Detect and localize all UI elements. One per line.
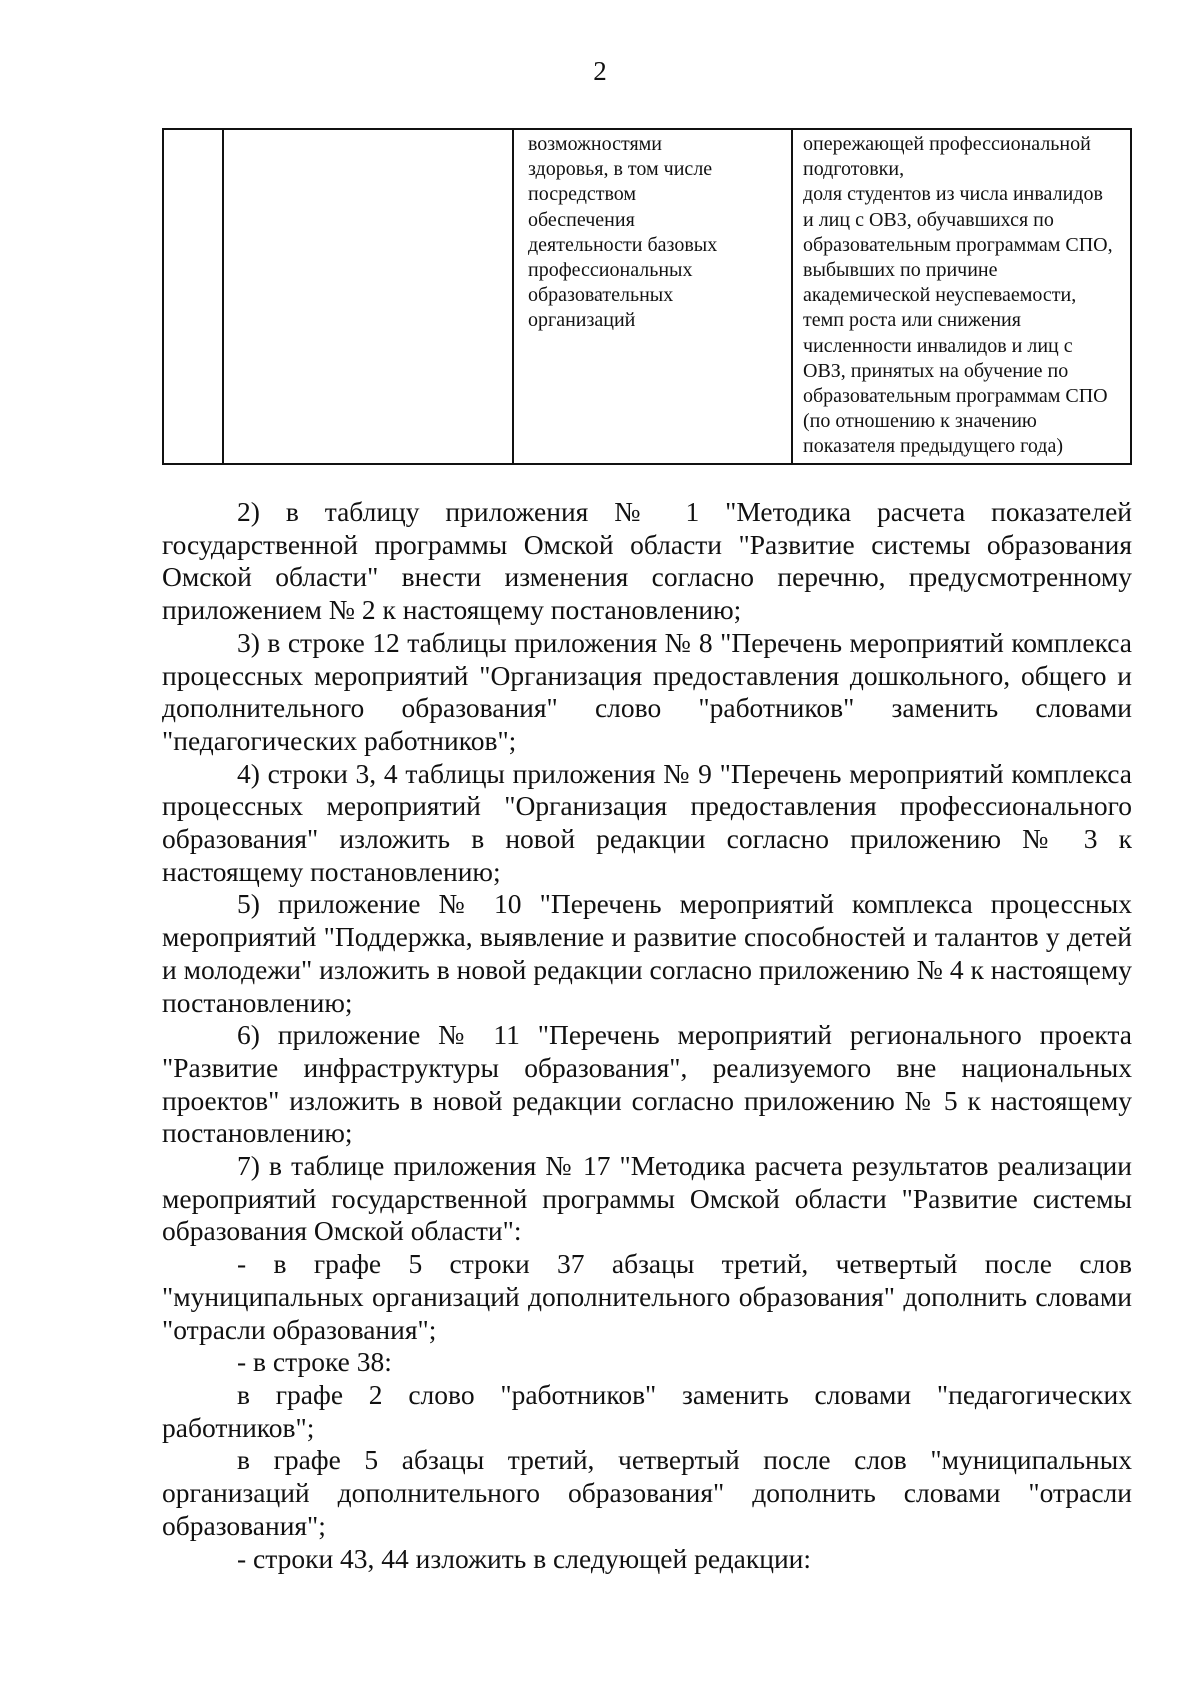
paragraph-item-7: 7) в таблице приложения № 17 "Методика расчета результатов реализации мероприятий государственной программы Омской области "Развитие системы образования Омской области":: [162, 1150, 1132, 1247]
paragraph-row-38: - в строке 38:: [237, 1346, 392, 1378]
page-number: 2: [593, 56, 607, 86]
table-cell-indicators: [792, 129, 1131, 464]
paragraph-row-38-column-5: в графе 5 абзацы третий, четвертый после слов "муниципальных организаций дополнительного образования" дополнить словами "отрасли образования";: [162, 1444, 1132, 1541]
cell-text-line: деятельности базовых: [528, 233, 718, 256]
paragraph-item-3: 3) в строке 12 таблицы приложения № 8 "Перечень мероприятий комплекса процессных мероприятий "Организация предоставления дошкольного, общего и дополнительного образования" слово "работников" заменить словами "педагогических работников";: [162, 626, 1132, 756]
cell-text-line: здоровья, в том числе: [528, 158, 713, 181]
cell-text-line: обеспечения: [528, 208, 635, 231]
cell-text-line: посредством: [528, 183, 637, 206]
cell-text-line: образовательным программам СПО,: [803, 233, 1113, 256]
paragraph-rows-43-44: - строки 43, 44 изложить в следующей редакции:: [237, 1542, 812, 1574]
cell-text-line: доля студентов из числа инвалидов: [803, 183, 1103, 206]
paragraph-item-5: 5) приложение № 10 "Перечень мероприятий комплекса процессных мероприятий "Поддержка, выявление и развитие способностей и талантов у детей и молодежи" изложить в новой редакции согласно приложению № 4 к настоящему постановлению;: [162, 888, 1132, 1018]
paragraph-row-38-column-2: в графе 2 слово "работников" заменить словами "педагогических работников";: [162, 1378, 1132, 1443]
paragraph-item-6: 6) приложение № 11 "Перечень мероприятий регионального проекта "Развитие инфраструктуры образования", реализуемого вне национальных проектов" изложить в новой редакции согласно приложению № 5 к настоящему постановлению;: [162, 1019, 1132, 1149]
table-cell-name: [223, 129, 513, 464]
table-cell-number: [163, 129, 223, 464]
table-cell-description: [513, 129, 792, 464]
paragraph-item-2: 2) в таблицу приложения № 1 "Методика расчета показателей государственной программы Омской области "Развитие системы образования Омской области" внести изменения согласно перечню, предусмотренному приложением № 2 к настоящему постановлению;: [162, 496, 1132, 626]
cell-text-line: темп роста или снижения: [803, 309, 1021, 332]
cell-text-line: образовательных: [528, 284, 674, 307]
cell-text-line: профессиональных: [528, 259, 693, 282]
cell-text-line: возможностями: [528, 133, 663, 155]
cell-text-line: показателя предыдущего года): [803, 435, 1063, 458]
cell-text-line: образовательным программам СПО: [803, 385, 1108, 408]
cell-text-line: ОВЗ, принятых на обучение по: [803, 359, 1069, 382]
cell-text-line: организаций: [528, 309, 636, 332]
cell-text-line: численности инвалидов и лиц с: [803, 334, 1073, 357]
cell-text-line: академической неуспеваемости,: [803, 284, 1077, 307]
body-text: [162, 496, 1132, 1575]
paragraph-item-4: 4) строки 3, 4 таблицы приложения № 9 "Перечень мероприятий комплекса процессных мероприятий "Организация предоставления профессионального образования" изложить в новой редакции согласно приложению № 3 к настоящему постановлению;: [162, 757, 1132, 887]
cell-text-line: выбывших по причине: [803, 259, 998, 282]
cell-text-line: (по отношению к значению: [803, 410, 1037, 433]
paragraph-row-37: - в графе 5 строки 37 абзацы третий, четвертый после слов "муниципальных организаций дополнительного образования" дополнить словами "отрасли образования";: [162, 1248, 1132, 1345]
cell-text-line: подготовки,: [803, 158, 905, 181]
table-row: [163, 129, 1131, 464]
cell-text-line: опережающей профессиональной: [803, 133, 1091, 155]
cell-text-line: и лиц с ОВЗ, обучавшихся по: [803, 208, 1054, 231]
continuation-table: [162, 128, 1132, 465]
